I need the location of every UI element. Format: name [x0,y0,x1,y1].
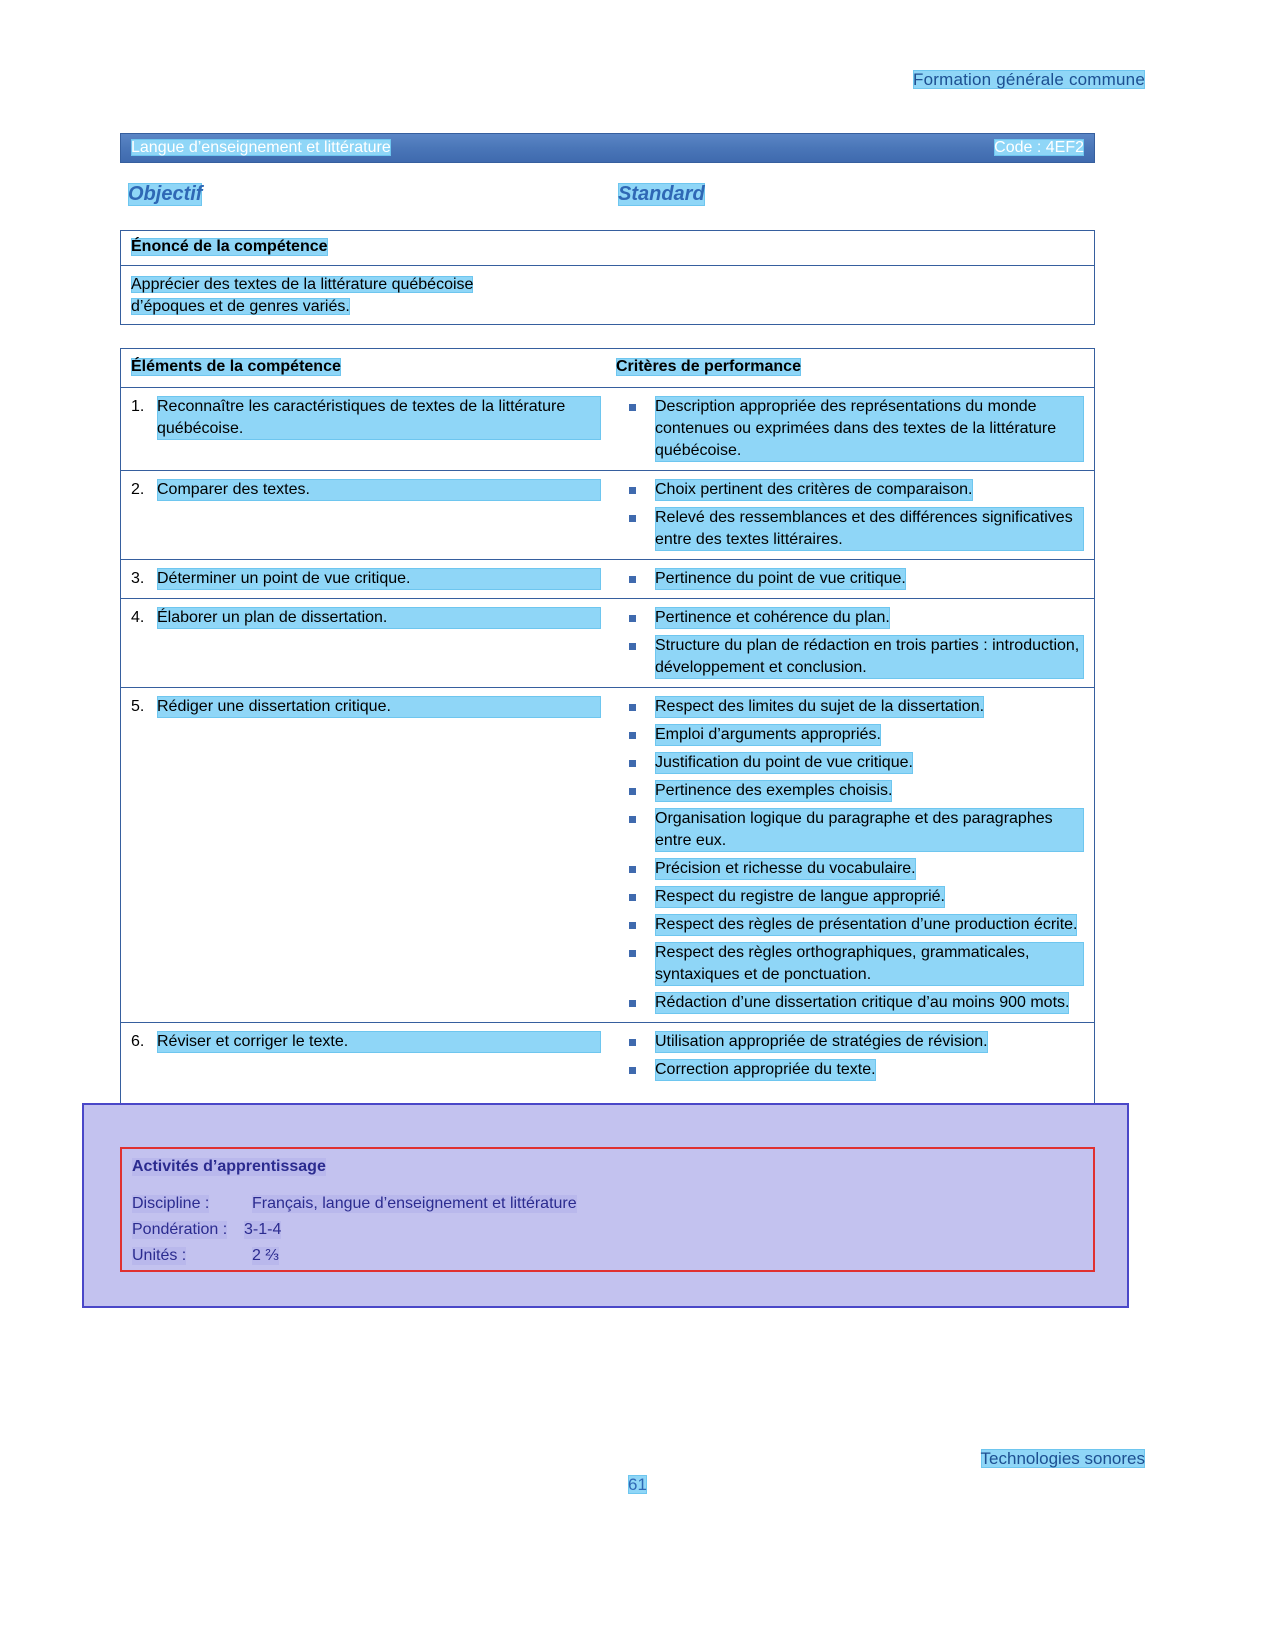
row-element-text: Reconnaître les caractéristiques de textes de la littérature québécoise. [157,396,601,440]
competence-statement-box [120,230,1095,325]
course-code [994,139,1084,157]
row-number: 6. [131,1033,145,1050]
competence-heading: Énoncé de la compétence [131,238,328,255]
competence-heading-row [121,231,1094,266]
label-standard: Standard [618,183,705,205]
competence-body [131,274,473,318]
list-item [621,886,1084,908]
table-row [121,560,1094,599]
table-row [121,599,1094,688]
activities-box [120,1147,1095,1272]
criteria-list [621,479,1084,551]
criterion-text: Choix pertinent des critères de comparaison. [655,479,973,501]
table-header-row [121,349,1094,388]
units-label: Unités : [132,1247,187,1264]
activities-selection-region [82,1103,1129,1308]
bullet-icon [629,760,636,767]
page-number [0,1475,1275,1495]
bullet-icon [629,487,636,494]
bullet-icon [629,922,636,929]
list-item [621,780,1084,802]
bullet-icon [629,950,636,957]
page-number-text: 61 [628,1475,647,1494]
table-cell-element [121,471,611,559]
bullet-icon [629,576,636,583]
header-formation-generale [913,70,1145,90]
criterion-text: Correction appropriée du texte. [655,1059,876,1081]
row-number: 4. [131,609,145,626]
competence-line-1: Apprécier des textes de la littérature québécoise [131,276,474,293]
table-cell-element [121,388,611,470]
activities-heading: Activités d’apprentissage [132,1158,326,1175]
table-col1-header: Éléments de la compétence [131,358,341,375]
objectif-standard-labels [128,183,1103,209]
bullet-icon [629,788,636,795]
criterion-text: Organisation logique du paragraphe et des paragraphes entre eux. [655,808,1084,852]
criterion-text: Rédaction d’une dissertation critique d’au moins 900 mots. [655,992,1069,1014]
bullet-icon [629,894,636,901]
table-cell-criteria [611,1023,1094,1089]
bullet-icon [629,643,636,650]
row-element-text: Rédiger une dissertation critique. [157,696,601,718]
units-value: 2 ⅔ [252,1247,279,1264]
course-title [131,139,391,157]
discipline-label: Discipline : [132,1195,210,1212]
table-cell-criteria [611,560,1094,598]
table-cell-element [121,560,611,598]
table-row [121,688,1094,1023]
bullet-icon [629,816,636,823]
table-col2-header: Critères de performance [616,358,801,375]
criteria-list [621,696,1084,1014]
list-item [621,607,1084,629]
row-number: 3. [131,570,145,587]
table-row [121,388,1094,471]
criterion-text: Pertinence des exemples choisis. [655,780,892,802]
competence-line-2: d’époques et de genres variés. [131,298,350,315]
bullet-icon [629,866,636,873]
list-item [621,752,1084,774]
label-objectif: Objectif [128,183,203,205]
criterion-text: Emploi d’arguments appropriés. [655,724,881,746]
competence-elements-table [120,348,1095,1124]
row-element-text: Élaborer un plan de dissertation. [157,607,601,629]
list-item [621,696,1084,718]
table-row [121,471,1094,560]
footer-program-name-text: Technologies sonores [980,1449,1145,1468]
bullet-icon [629,704,636,711]
list-item [621,507,1084,551]
course-title-text: Langue d’enseignement et littérature [131,139,391,156]
row-number: 1. [131,398,145,415]
ponderation-label: Pondération : [132,1221,228,1238]
bullet-icon [629,515,636,522]
bullet-icon [629,732,636,739]
criterion-text: Respect des règles orthographiques, grammaticales, syntaxiques et de ponctuation. [655,942,1084,986]
bullet-icon [629,404,636,411]
row-element-text: Réviser et corriger le texte. [157,1031,601,1053]
table-cell-criteria [611,599,1094,687]
criteria-list [621,1031,1084,1081]
row-number: 2. [131,481,145,498]
list-item [621,479,1084,501]
bullet-icon [629,615,636,622]
course-title-bar [120,133,1095,163]
footer-program-name [981,1449,1145,1469]
criterion-text: Pertinence et cohérence du plan. [655,607,890,629]
criteria-list [621,396,1084,462]
bullet-icon [629,1067,636,1074]
list-item [621,858,1084,880]
table-cell-criteria [611,471,1094,559]
discipline-value: Français, langue d’enseignement et littérature [252,1195,577,1212]
list-item [621,914,1084,936]
ponderation-value: 3-1-4 [244,1221,282,1238]
table-cell-criteria [611,688,1094,1022]
list-item [621,808,1084,852]
criteria-list [621,607,1084,679]
criterion-text: Description appropriée des représentations du monde contenues ou exprimées dans des textes de la littérature québécoise. [655,396,1084,462]
table-cell-element [121,688,611,1022]
criterion-text: Justification du point de vue critique. [655,752,913,774]
list-item [621,635,1084,679]
list-item [621,568,1084,590]
table-cell-criteria [611,388,1094,470]
row-number: 5. [131,698,145,715]
criterion-text: Respect des limites du sujet de la dissertation. [655,696,984,718]
criterion-text: Utilisation appropriée de stratégies de révision. [655,1031,988,1053]
criterion-text: Relevé des ressemblances et des différences significatives entre des textes littéraires. [655,507,1084,551]
criteria-list [621,568,1084,590]
bullet-icon [629,1039,636,1046]
criterion-text: Pertinence du point de vue critique. [655,568,906,590]
criterion-text: Précision et richesse du vocabulaire. [655,858,916,880]
list-item [621,1031,1084,1053]
row-element-text: Déterminer un point de vue critique. [157,568,601,590]
row-element-text: Comparer des textes. [157,479,601,501]
list-item [621,942,1084,986]
header-formation-generale-text: Formation générale commune [913,70,1145,89]
table-cell-element [121,599,611,687]
list-item [621,992,1084,1014]
list-item [621,724,1084,746]
list-item [621,396,1084,462]
table-cell-element [121,1023,611,1089]
course-code-text: Code : 4EF2 [994,139,1084,156]
criterion-text: Respect du registre de langue approprié. [655,886,945,908]
criterion-text: Respect des règles de présentation d’une production écrite. [655,914,1077,936]
list-item [621,1059,1084,1081]
table-row [121,1023,1094,1089]
criterion-text: Structure du plan de rédaction en trois parties : introduction, développement et conclusion. [655,635,1084,679]
bullet-icon [629,1000,636,1007]
